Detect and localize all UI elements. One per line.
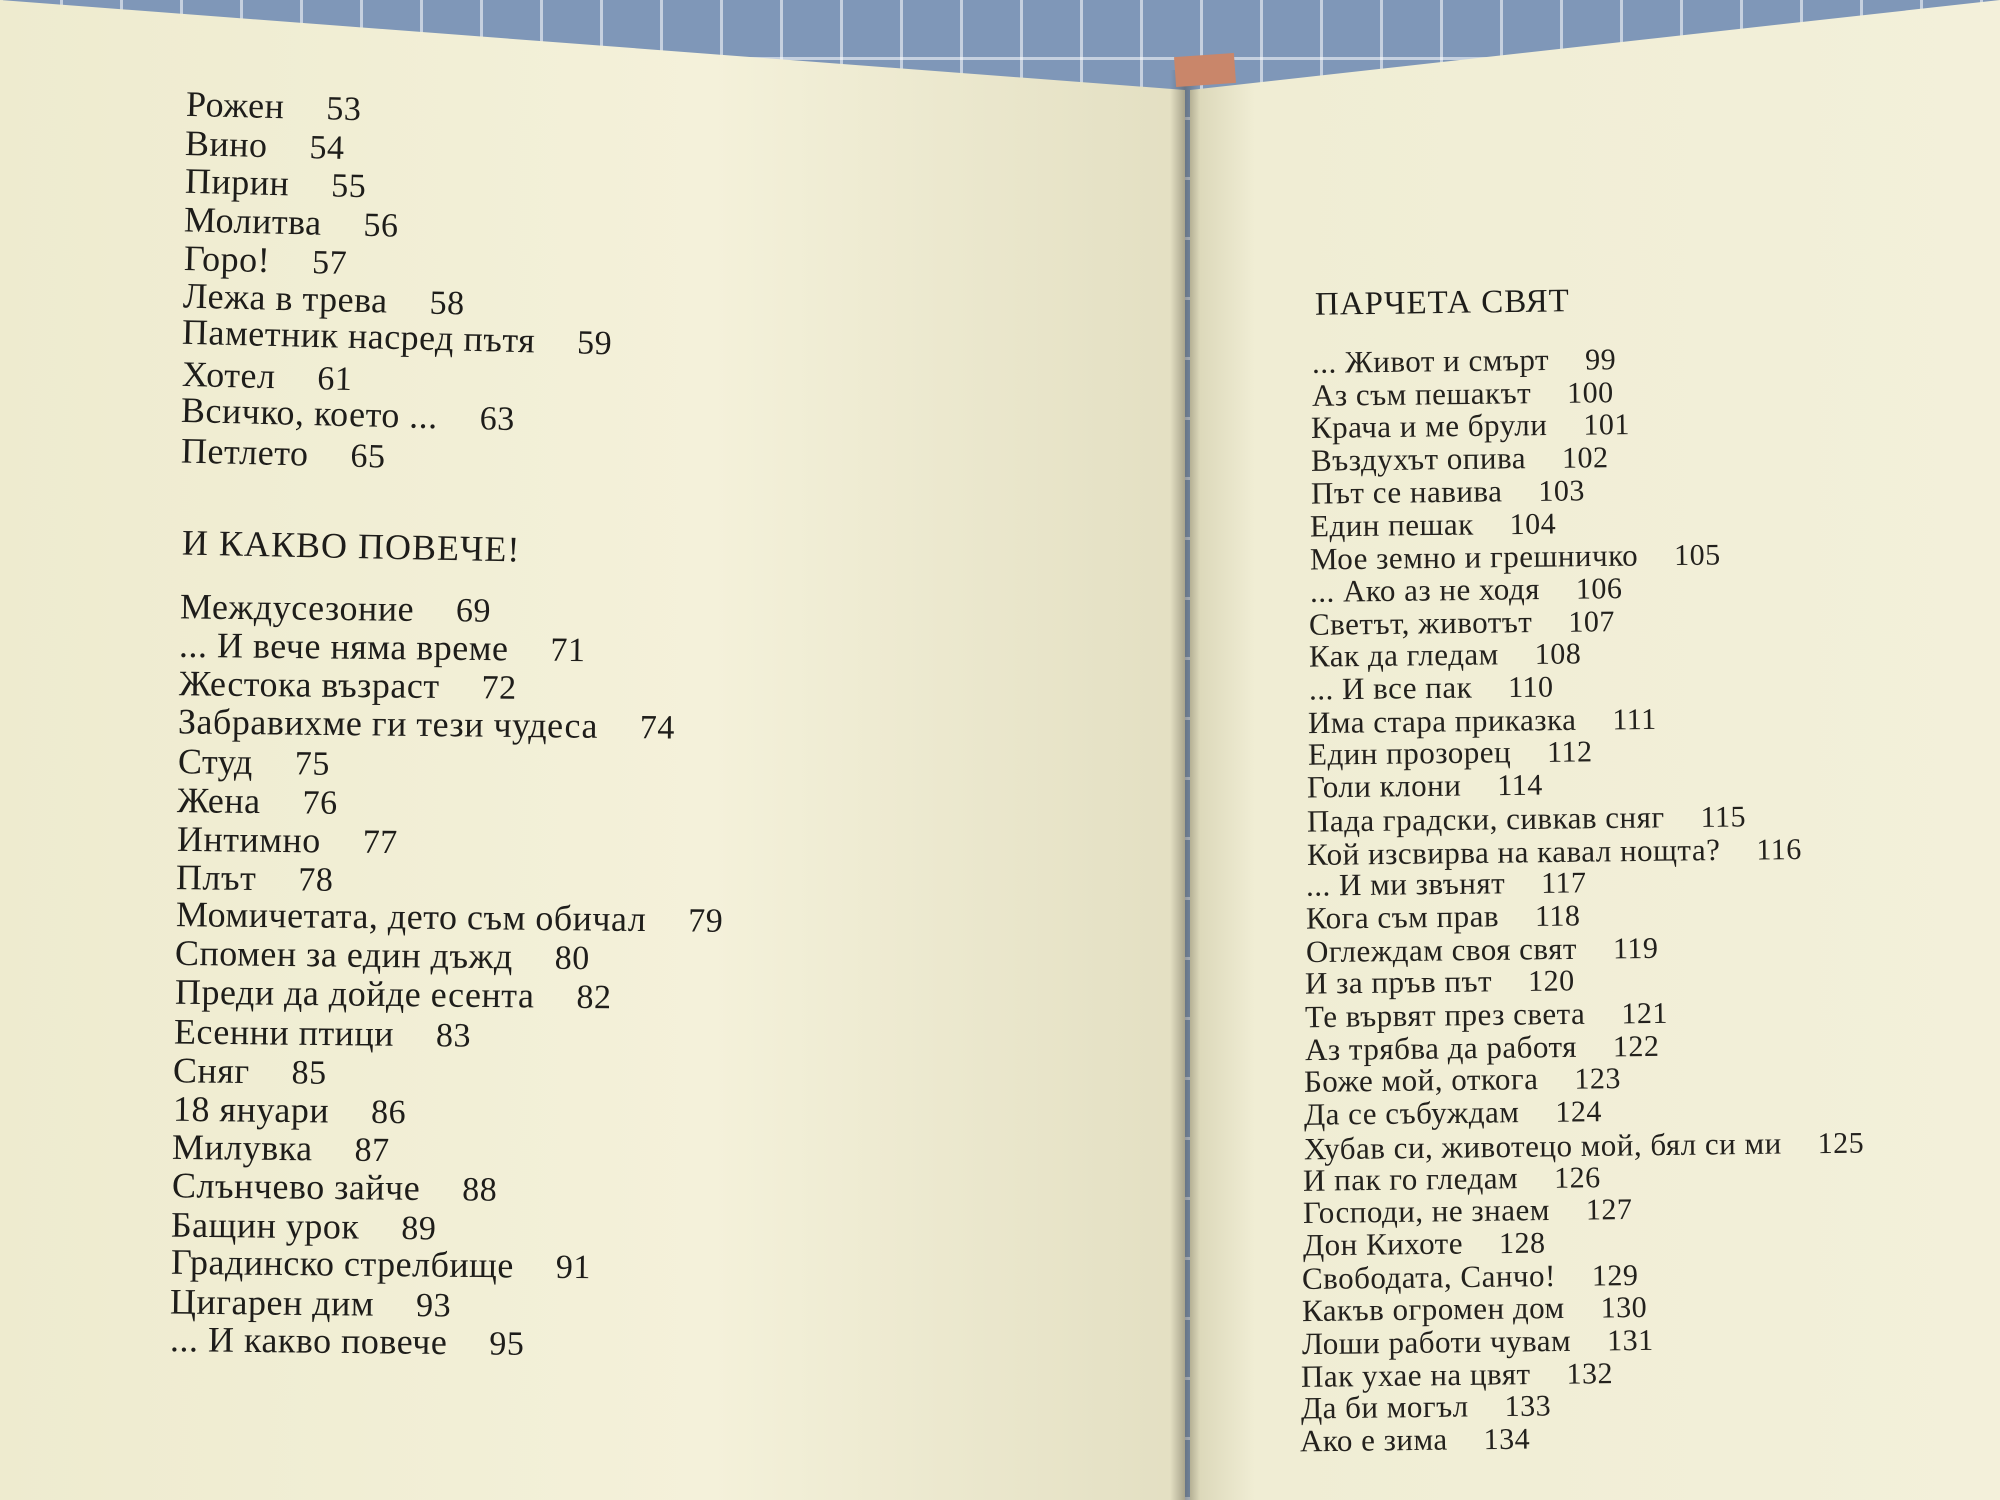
toc-entry-title: Цигарен дим (169, 1281, 375, 1324)
toc-entry (1311, 408, 1630, 444)
toc-entry-title: Лежа в трева (182, 275, 389, 321)
toc-entry-title: Светът, животът (1308, 603, 1533, 642)
toc-entry-title: Забравихме ги тези чудеса (178, 701, 599, 746)
toc-entry-title: Свободата, Санчо! (1301, 1257, 1557, 1296)
toc-entry (173, 1052, 327, 1091)
toc-entry-title: Жена (177, 780, 262, 822)
toc-entry-page-number: 101 (1583, 408, 1631, 443)
toc-entry-title: ... Ако аз не ходя (1309, 570, 1540, 609)
toc-entry (178, 703, 675, 745)
toc-entry-page-number: 107 (1568, 604, 1616, 639)
toc-entry-page-number: 115 (1700, 800, 1747, 834)
toc-entry (1302, 1226, 1545, 1261)
toc-entry-title: Молитва (183, 198, 323, 243)
toc-entry-title: Петлето (180, 430, 309, 474)
toc-entry-page-number: 108 (1534, 637, 1582, 672)
toc-entry-page-number: 78 (298, 861, 334, 900)
toc-entry (171, 1206, 437, 1246)
toc-entry-page-number: 88 (461, 1171, 498, 1209)
toc-entry-page-number: 116 (1755, 832, 1802, 867)
toc-entry (180, 588, 491, 628)
toc-entry-page-number: 76 (302, 784, 339, 822)
toc-entry (1307, 769, 1543, 804)
toc-entry-page-number: 80 (554, 940, 591, 978)
toc-entry (1301, 1390, 1551, 1425)
toc-entry (1312, 343, 1616, 379)
toc-entry-title: 18 януари (172, 1088, 330, 1131)
toc-entry-title: Боже мой, откога (1304, 1061, 1539, 1100)
toc-entry (1306, 931, 1659, 967)
toc-entry (176, 859, 334, 898)
toc-entry (175, 935, 590, 976)
toc-entry-page-number: 125 (1817, 1126, 1864, 1160)
toc-entry (179, 626, 586, 667)
toc-entry (184, 122, 346, 167)
toc-entry (1303, 1193, 1633, 1229)
toc-entry-title: Хотел (181, 353, 276, 396)
toc-entry-page-number: 83 (435, 1016, 472, 1055)
toc-entry-title: Бащин урок (170, 1204, 360, 1247)
toc-entry-page-number: 59 (577, 324, 613, 363)
toc-entry-title: Всичко, което ... (180, 389, 439, 437)
toc-entry-page-number: 87 (354, 1132, 391, 1170)
toc-entry-title: Ако е зима (1300, 1421, 1449, 1459)
toc-entry (185, 83, 362, 129)
toc-entry-title: Въздухът опива (1310, 440, 1527, 478)
toc-entry (172, 1088, 407, 1132)
toc-entry-page-number: 123 (1574, 1062, 1622, 1097)
toc-entry-page-number: 106 (1575, 571, 1623, 606)
toc-entry-title: Да би могъл (1300, 1388, 1469, 1426)
toc-entry-page-number: 105 (1673, 538, 1721, 573)
toc-entry-title: Градинско стрелбище (170, 1241, 514, 1286)
toc-entry (1304, 1095, 1602, 1131)
toc-entry-title: Рожен (185, 83, 285, 127)
toc-entry-page-number: 57 (311, 244, 348, 282)
toc-entry (183, 198, 400, 245)
toc-entry-page-number: 127 (1585, 1193, 1633, 1227)
toc-entry-title: Как да гледам (1308, 636, 1499, 674)
toc-entry (1304, 1062, 1621, 1098)
toc-entry (1310, 474, 1584, 509)
toc-entry-page-number: 129 (1591, 1258, 1639, 1293)
toc-entry-page-number: 85 (291, 1054, 328, 1092)
toc-entry-title: Паметник насред пътя (181, 311, 537, 361)
toc-entry (1310, 507, 1557, 542)
toc-entry-title: Пирин (184, 160, 290, 204)
toc-entry (174, 971, 612, 1017)
toc-entry-page-number: 56 (363, 206, 400, 245)
toc-entry-title: Един прозорец (1307, 734, 1512, 773)
toc-entry-page-number: 74 (640, 709, 676, 747)
toc-entry (1308, 736, 1593, 771)
toc-entry-title: Интимно (176, 818, 321, 860)
toc-entry (172, 1167, 498, 1207)
toc-entry-page-number: 122 (1612, 1029, 1660, 1064)
toc-entry-title: Те вървят през света (1304, 995, 1586, 1035)
toc-entry-title: Преди да дойде есента (174, 971, 535, 1016)
toc-entry-page-number: 119 (1612, 931, 1659, 965)
page-edge-strip (1174, 53, 1236, 87)
toc-entry-page-number: 71 (550, 631, 587, 669)
toc-entry (1311, 441, 1609, 477)
toc-entry-title: Вино (184, 122, 269, 165)
toc-entry-title: Кой изсвирва на кавал нощта? (1306, 831, 1721, 872)
toc-entry (1309, 638, 1582, 673)
toc-entry (180, 389, 516, 439)
toc-entry-title: Дон Кихоте (1302, 1225, 1463, 1263)
toc-entry-page-number: 120 (1528, 964, 1576, 999)
toc-entry-page-number: 103 (1537, 474, 1585, 508)
toc-entry-page-number: 117 (1541, 866, 1588, 901)
toc-entry-page-number: 130 (1600, 1291, 1648, 1325)
toc-entry-title: Пада градски, сивкав сняг (1306, 799, 1665, 839)
toc-entry-page-number: 75 (294, 745, 330, 784)
toc-entry (1301, 1357, 1613, 1393)
toc-entry-page-number: 54 (309, 128, 346, 167)
toc-entry-page-number: 134 (1483, 1422, 1531, 1457)
toc-entry-title: Слънчево зайче (171, 1165, 421, 1208)
toc-entry-title: Кога съм прав (1305, 898, 1500, 936)
toc-entry-page-number: 86 (370, 1093, 407, 1132)
toc-entry-page-number: 112 (1546, 735, 1593, 770)
toc-entry-title: Път се навива (1310, 473, 1503, 511)
toc-entry-page-number: 65 (349, 437, 386, 475)
toc-entry-page-number: 53 (325, 90, 362, 129)
toc-entry-page-number: 63 (479, 400, 516, 439)
toc-entry-title: Горо! (183, 238, 271, 281)
toc-entry-page-number: 99 (1584, 343, 1617, 377)
toc-entry-title: Какъв огромен дом (1301, 1290, 1565, 1329)
toc-entry (1302, 1259, 1639, 1295)
toc-entry-page-number: 114 (1497, 768, 1544, 803)
toc-entry-title: Има стара приказка (1307, 701, 1577, 740)
toc-entry-title: ... Живот и смърт (1311, 341, 1550, 380)
toc-entry (1305, 965, 1575, 1000)
toc-entry-page-number: 133 (1504, 1389, 1552, 1424)
toc-entry (1306, 866, 1587, 901)
toc-entry-page-number: 91 (555, 1249, 591, 1287)
toc-entry (1307, 832, 1802, 870)
toc-entry-page-number: 93 (416, 1286, 452, 1325)
toc-entry (1308, 703, 1657, 739)
toc-entry-title: Плът (175, 857, 257, 899)
toc-entry-title: ... И какво повече (169, 1319, 448, 1363)
toc-entry (180, 432, 385, 474)
toc-entry (1309, 572, 1622, 608)
toc-entry-page-number: 89 (401, 1209, 437, 1247)
toc-entry-page-number: 121 (1621, 996, 1669, 1031)
toc-entry (1304, 1030, 1659, 1066)
toc-entry-title: Есенни птици (173, 1011, 395, 1054)
toc-entry-title: Хубав си, животецо мой, бял си ми (1303, 1125, 1782, 1167)
toc-entry (169, 1319, 525, 1364)
toc-entry-page-number: 104 (1509, 506, 1557, 541)
toc-entry-page-number: 95 (488, 1325, 525, 1364)
toc-entry-title: Сняг (173, 1050, 251, 1092)
toc-entry (184, 160, 367, 206)
toc-entry (179, 665, 517, 706)
toc-entry-title: Оглеждам своя свят (1305, 930, 1577, 969)
toc-entry (1303, 1161, 1601, 1197)
toc-entry-title: Крача и ме брули (1311, 407, 1548, 446)
toc-entry-title: Момичетата, дето съм обичал (175, 893, 647, 939)
toc-entry-page-number: 69 (455, 592, 492, 630)
toc-entry-page-number: 131 (1606, 1323, 1654, 1358)
toc-entry-title: И пак го гледам (1303, 1159, 1519, 1198)
toc-entry (1300, 1423, 1531, 1458)
toc-entry-title: Студ (177, 741, 253, 783)
toc-entry-title: Мое земно и грешничко (1309, 537, 1639, 577)
toc-entry (1305, 997, 1668, 1033)
toc-entry-title: Аз съм пешакът (1311, 374, 1531, 413)
toc-entry (175, 893, 724, 940)
toc-entry (1303, 1126, 1864, 1165)
toc-entry-page-number: 77 (362, 823, 398, 861)
toc-entry-title: ... И вече няма време (179, 624, 510, 668)
toc-entry-title: Господи, не знаем (1302, 1192, 1550, 1231)
book-gutter (1170, 70, 1200, 1500)
toc-entry (1310, 539, 1721, 576)
toc-entry (1308, 671, 1553, 706)
toc-entry-title: ... И ми звънят (1306, 865, 1506, 903)
toc-entry (1301, 1324, 1653, 1360)
toc-entry (177, 741, 330, 784)
toc-entry (1302, 1291, 1648, 1327)
toc-entry-page-number: 124 (1555, 1095, 1602, 1129)
toc-entry (174, 1013, 471, 1053)
toc-entry-page-number: 102 (1561, 441, 1609, 475)
toc-entry (172, 1129, 390, 1168)
toc-entry (170, 1241, 591, 1287)
toc-entry (177, 782, 338, 821)
toc-entry (1309, 605, 1615, 641)
toc-entry (170, 1283, 451, 1323)
toc-entry-page-number: 128 (1498, 1226, 1546, 1260)
toc-entry-page-number: 61 (316, 359, 353, 398)
toc-entry-page-number: 58 (429, 284, 466, 322)
toc-entry-title: Междусезоние (179, 586, 415, 629)
toc-entry-page-number: 110 (1507, 670, 1554, 705)
toc-entry-title: Пак ухае на цвят (1300, 1355, 1531, 1394)
toc-entry-title: Милувка (172, 1127, 314, 1169)
toc-entry-page-number: 118 (1534, 899, 1581, 933)
toc-entry-page-number: 100 (1566, 375, 1614, 410)
toc-entry-title: Жестока възраст (178, 663, 440, 707)
toc-entry-title: Голи клони (1307, 767, 1462, 805)
toc-entry-page-number: 132 (1566, 1356, 1614, 1391)
toc-entry (183, 240, 347, 281)
toc-entry-page-number: 82 (575, 978, 612, 1017)
toc-entry-title: И за пръв път (1305, 963, 1493, 1001)
toc-entry (1306, 899, 1581, 934)
toc-entry-title: Лоши работи чувам (1301, 1322, 1571, 1362)
toc-entry-page-number: 72 (481, 669, 517, 707)
toc-entry-page-number: 79 (687, 902, 724, 940)
toc-entry-page-number: 126 (1554, 1160, 1602, 1195)
toc-entry-title: Един пешак (1310, 506, 1475, 544)
toc-entry (1311, 376, 1613, 412)
toc-entry-title: Да се събуждам (1303, 1094, 1520, 1132)
toc-entry-title: Спомен за един дъжд (174, 933, 514, 977)
section-title-parcheta-svyat: ПАРЧЕТА СВЯТ (1314, 283, 1570, 323)
toc-entry-page-number: 55 (330, 167, 367, 206)
section-title-i-kakvo-poveche: И КАКВО ПОВЕЧЕ! (181, 522, 521, 570)
toc-entry (176, 820, 397, 859)
toc-entry-page-number: 111 (1612, 702, 1658, 737)
toc-entry-title: ... И все пак (1308, 669, 1472, 707)
toc-entry-title: Аз трябва да работя (1304, 1028, 1577, 1067)
